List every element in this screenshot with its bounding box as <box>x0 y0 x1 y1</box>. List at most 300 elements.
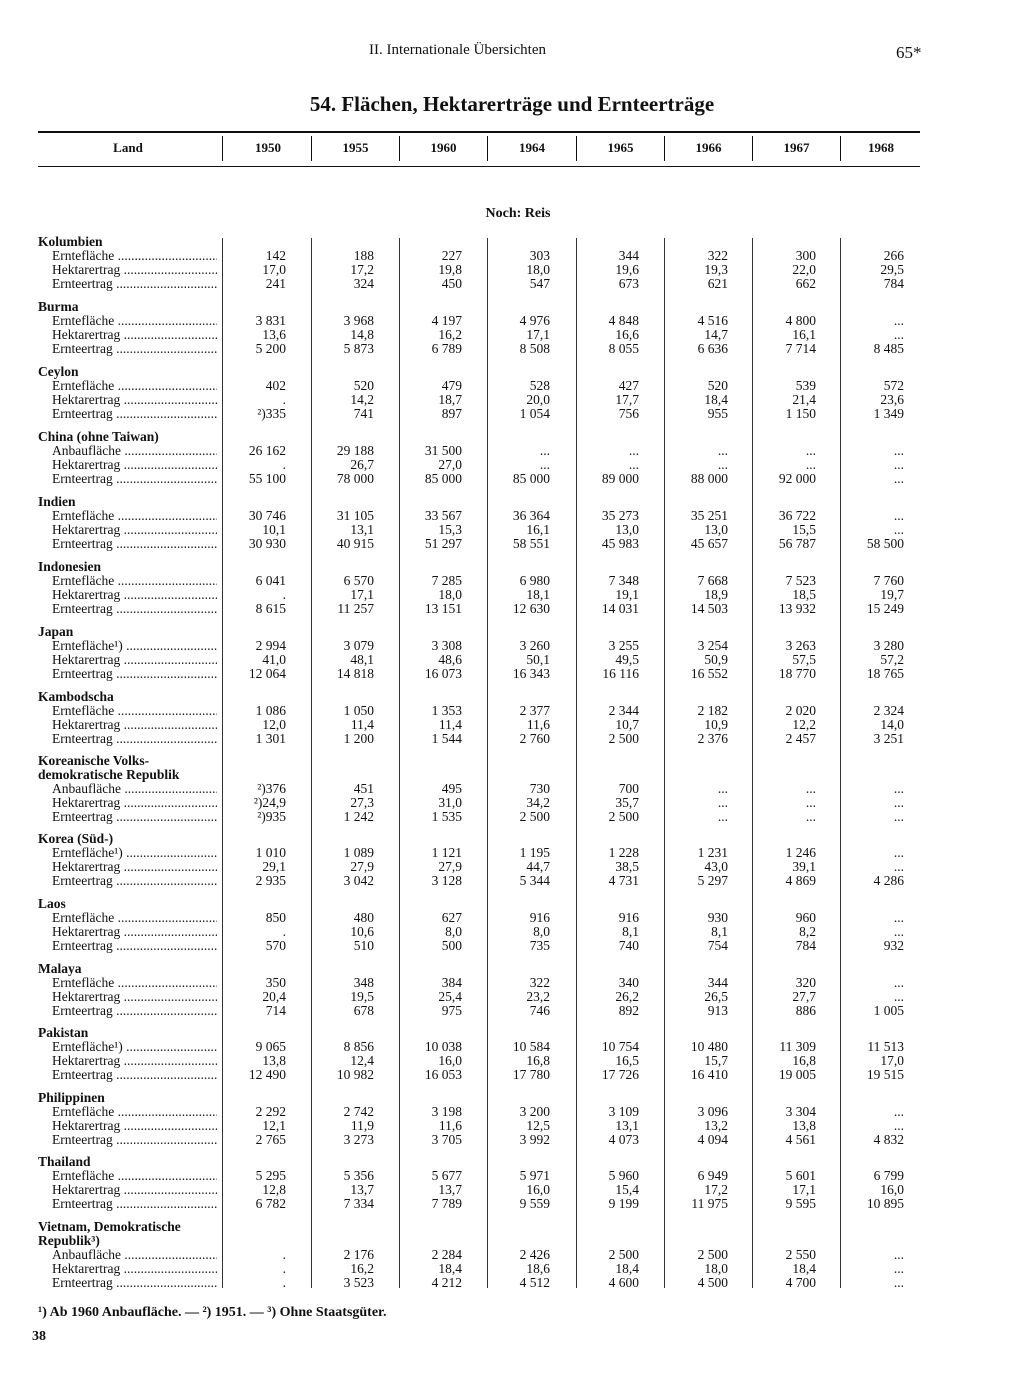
table-cell: ... <box>805 443 816 458</box>
row-label: Ernteertrag ..... <box>52 277 217 291</box>
table-cell: 5 960 <box>608 1168 639 1183</box>
table-cell: 4 512 <box>519 1275 550 1290</box>
table-cell: 7 789 <box>431 1196 462 1211</box>
table-cell: 21,4 <box>792 392 816 407</box>
table-cell: 17 726 <box>601 1067 639 1082</box>
table-cell: 15,4 <box>615 1182 639 1197</box>
table-cell: . <box>282 924 286 939</box>
table-row <box>0 718 1024 732</box>
header-bottom-rule <box>38 166 920 167</box>
table-cell: 730 <box>529 781 550 796</box>
table-cell: 300 <box>795 248 816 263</box>
table-row <box>0 1248 1024 1262</box>
table-cell: 17,2 <box>350 262 374 277</box>
table-cell: 12 064 <box>248 666 286 681</box>
row-label: Hektarertrag ..... <box>52 1183 217 1197</box>
country-name: Koreanische Volks- <box>38 753 150 768</box>
row-label: Hektarertrag ..... <box>52 1262 217 1276</box>
table-cell: 16,8 <box>526 1053 550 1068</box>
table-cell: 4 561 <box>785 1132 816 1147</box>
table-cell: 4 800 <box>785 313 816 328</box>
table-cell: 5 344 <box>519 873 550 888</box>
country-name: Laos <box>38 896 66 911</box>
country-name: Malaya <box>38 961 82 976</box>
country-name: Korea (Süd-) <box>38 831 114 846</box>
table-title: 54. Flächen, Hektarerträge und Ernteerträge <box>309 92 715 116</box>
table-cell: 11,4 <box>350 717 374 732</box>
header-separator <box>487 136 488 161</box>
column-header-1965: 1965 <box>607 140 634 155</box>
table-cell: 916 <box>529 910 550 925</box>
table-cell: 13,8 <box>262 1053 286 1068</box>
table-row <box>0 444 1024 458</box>
table-cell: 322 <box>707 248 728 263</box>
row-label: Erntefläche ..... <box>52 1105 217 1119</box>
table-cell: 19 515 <box>866 1067 904 1082</box>
table-cell: 25,4 <box>438 989 462 1004</box>
table-cell: 35,7 <box>615 795 639 810</box>
table-cell: 26 162 <box>248 443 286 458</box>
table-cell: 12,4 <box>350 1053 374 1068</box>
table-cell: 350 <box>265 975 286 990</box>
table-cell: 20,0 <box>526 392 550 407</box>
table-cell: 30 746 <box>248 508 286 523</box>
table-cell: 547 <box>529 276 550 291</box>
table-cell: ... <box>717 809 728 824</box>
table-cell: 572 <box>883 378 904 393</box>
row-label: Hektarertrag ..... <box>52 458 217 472</box>
table-cell: 10 584 <box>512 1039 550 1054</box>
table-cell: 913 <box>707 1003 728 1018</box>
table-cell: 18,4 <box>438 1261 462 1276</box>
table-cell: 18,4 <box>792 1261 816 1276</box>
table-cell: ... <box>628 443 639 458</box>
table-cell: 5 200 <box>255 341 286 356</box>
table-cell: 3 263 <box>785 638 816 653</box>
table-row <box>0 1183 1024 1197</box>
column-header-1968: 1968 <box>868 140 894 155</box>
table-cell: 746 <box>529 1003 550 1018</box>
table-cell: 2 500 <box>608 1247 639 1262</box>
table-cell: 3 200 <box>519 1104 550 1119</box>
table-cell: 27,0 <box>438 457 462 472</box>
table-cell: 16,1 <box>526 522 550 537</box>
table-row <box>0 1197 1024 1211</box>
table-cell: 16,6 <box>615 327 639 342</box>
row-label: Hektarertrag ..... <box>52 588 217 602</box>
table-cell: 714 <box>265 1003 286 1018</box>
row-label: Ernteertrag ..... <box>52 939 217 953</box>
table-cell: ... <box>893 845 904 860</box>
table-cell: 26,2 <box>615 989 639 1004</box>
table-cell: ... <box>893 989 904 1004</box>
table-cell: ... <box>539 457 550 472</box>
table-cell: 19,7 <box>880 587 904 602</box>
table-cell: 2 020 <box>785 703 816 718</box>
table-cell: 673 <box>618 276 639 291</box>
table-cell: 58 551 <box>512 536 550 551</box>
table-cell: 85 000 <box>512 471 550 486</box>
table-cell: 12,2 <box>792 717 816 732</box>
table-cell: ... <box>539 443 550 458</box>
table-cell: 2 426 <box>519 1247 550 1262</box>
table-cell: 12 490 <box>248 1067 286 1082</box>
table-cell: 26,5 <box>704 989 728 1004</box>
table-cell: 18,4 <box>615 1261 639 1276</box>
table-cell: 2 292 <box>255 1104 286 1119</box>
table-cell: 10,9 <box>704 717 728 732</box>
table-cell: 8 055 <box>608 341 639 356</box>
table-cell: 35 251 <box>690 508 728 523</box>
header-top-rule <box>38 131 920 133</box>
header-separator <box>576 136 577 161</box>
table-cell: 678 <box>353 1003 374 1018</box>
table-row <box>0 342 1024 356</box>
table-cell: 48,6 <box>438 652 462 667</box>
table-row <box>0 667 1024 681</box>
table-cell: 570 <box>265 938 286 953</box>
table-cell: 142 <box>265 248 286 263</box>
table-cell: 2 457 <box>785 731 816 746</box>
header-separator <box>840 136 841 161</box>
table-row <box>0 939 1024 953</box>
row-label: Hektarertrag ..... <box>52 653 217 667</box>
table-cell: 34,2 <box>526 795 550 810</box>
table-cell: 11,6 <box>438 1118 462 1133</box>
table-cell: ... <box>893 910 904 925</box>
table-cell: 6 949 <box>697 1168 728 1183</box>
table-cell: 5 601 <box>785 1168 816 1183</box>
row-label: Ernteertrag ..... <box>52 472 217 486</box>
table-cell: 7 523 <box>785 573 816 588</box>
table-cell: 11,6 <box>526 717 550 732</box>
table-row <box>0 1004 1024 1018</box>
table-cell: 16,2 <box>438 327 462 342</box>
row-label: Ernteertrag ..... <box>52 810 217 824</box>
table-cell: 916 <box>618 910 639 925</box>
table-cell: ... <box>805 457 816 472</box>
table-cell: 19 005 <box>778 1067 816 1082</box>
table-cell: 1 010 <box>255 845 286 860</box>
table-cell: 932 <box>883 938 904 953</box>
table-cell: 43,0 <box>704 859 728 874</box>
table-cell: 13,6 <box>262 327 286 342</box>
table-cell: 6 789 <box>431 341 462 356</box>
table-cell: 16 053 <box>424 1067 462 1082</box>
table-cell: 8,1 <box>711 924 728 939</box>
table-cell: 6 570 <box>343 573 374 588</box>
table-cell: 10,1 <box>262 522 286 537</box>
table-cell: 15 249 <box>866 601 904 616</box>
table-cell: 241 <box>265 276 286 291</box>
table-cell: 11 975 <box>691 1196 728 1211</box>
table-cell: 3 128 <box>431 873 462 888</box>
table-cell: 23,2 <box>526 989 550 1004</box>
table-cell: 500 <box>441 938 462 953</box>
table-cell: ... <box>893 471 904 486</box>
table-cell: 2 500 <box>519 809 550 824</box>
table-cell: ... <box>893 924 904 939</box>
table-cell: 520 <box>707 378 728 393</box>
table-cell: 13,7 <box>350 1182 374 1197</box>
table-cell: 3 260 <box>519 638 550 653</box>
table-cell: 27,7 <box>792 989 816 1004</box>
table-cell: 1 086 <box>255 703 286 718</box>
row-label: Ernteertrag ..... <box>52 1068 217 1082</box>
table-cell: 784 <box>795 938 816 953</box>
table-cell: 1 121 <box>431 845 462 860</box>
table-cell: 4 212 <box>431 1275 462 1290</box>
table-cell: 6 782 <box>255 1196 286 1211</box>
table-cell: 14,8 <box>350 327 374 342</box>
table-cell: . <box>282 457 286 472</box>
table-cell: 3 079 <box>343 638 374 653</box>
table-row <box>0 588 1024 602</box>
table-cell: 8 485 <box>873 341 904 356</box>
table-cell: 16,8 <box>792 1053 816 1068</box>
table-cell: 88 000 <box>690 471 728 486</box>
table-cell: 8,2 <box>799 924 816 939</box>
footnote: ¹) Ab 1960 Anbaufläche. — ²) 1951. — ³) Ohne Staatsgüter. <box>38 1305 387 1320</box>
table-cell: 756 <box>618 406 639 421</box>
table-row <box>0 379 1024 393</box>
table-cell: 479 <box>441 378 462 393</box>
table-cell: 7 714 <box>785 341 816 356</box>
table-cell: ... <box>893 522 904 537</box>
table-cell: 16 410 <box>690 1067 728 1082</box>
table-cell: 10,7 <box>615 717 639 732</box>
table-cell: 1 200 <box>343 731 374 746</box>
table-cell: 784 <box>883 276 904 291</box>
row-label: Erntefläche ..... <box>52 704 217 718</box>
table-row <box>0 639 1024 653</box>
table-cell: . <box>282 1261 286 1276</box>
table-cell: ²)935 <box>257 809 286 824</box>
table-row <box>0 1133 1024 1147</box>
table-cell: 13,0 <box>704 522 728 537</box>
table-cell: 11,4 <box>438 717 462 732</box>
table-cell: 18,4 <box>704 392 728 407</box>
table-cell: 8,0 <box>533 924 550 939</box>
table-cell: 1 005 <box>873 1003 904 1018</box>
table-cell: 48,1 <box>350 652 374 667</box>
table-cell: 18,9 <box>704 587 728 602</box>
table-cell: 13,7 <box>438 1182 462 1197</box>
table-cell: 13,0 <box>615 522 639 537</box>
table-cell: 4 731 <box>608 873 639 888</box>
table-row <box>0 458 1024 472</box>
table-cell: 4 500 <box>697 1275 728 1290</box>
table-cell: 3 280 <box>873 638 904 653</box>
table-cell: 30 930 <box>248 536 286 551</box>
table-cell: 520 <box>353 378 374 393</box>
row-label: Hektarertrag ..... <box>52 860 217 874</box>
row-label: Ernteertrag ..... <box>52 407 217 421</box>
table-cell: 8 856 <box>343 1039 374 1054</box>
table-cell: 17,7 <box>615 392 639 407</box>
table-cell: . <box>282 392 286 407</box>
table-cell: 15,5 <box>792 522 816 537</box>
table-cell: 2 324 <box>873 703 904 718</box>
table-cell: 6 980 <box>519 573 550 588</box>
table-row <box>0 990 1024 1004</box>
table-cell: 18,5 <box>792 587 816 602</box>
table-cell: 13,8 <box>792 1118 816 1133</box>
table-cell: 3 198 <box>431 1104 462 1119</box>
table-cell: 227 <box>441 248 462 263</box>
table-cell: ... <box>717 795 728 810</box>
row-label: Ernteertrag ..... <box>52 1133 217 1147</box>
table-cell: 18,0 <box>438 587 462 602</box>
table-cell: 18,7 <box>438 392 462 407</box>
table-cell: 1 535 <box>431 809 462 824</box>
row-label: Ernteertrag ..... <box>52 667 217 681</box>
table-cell: 850 <box>265 910 286 925</box>
table-cell: 324 <box>353 276 374 291</box>
table-cell: 303 <box>529 248 550 263</box>
row-label: Hektarertrag ..... <box>52 393 217 407</box>
table-row <box>0 407 1024 421</box>
table-cell: 36 364 <box>512 508 550 523</box>
table-cell: 2 500 <box>608 731 639 746</box>
table-cell: 2 344 <box>608 703 639 718</box>
table-cell: 40 915 <box>336 536 374 551</box>
row-label: Hektarertrag ..... <box>52 263 217 277</box>
table-cell: 5 295 <box>255 1168 286 1183</box>
table-cell: 19,8 <box>438 262 462 277</box>
row-label: Ernteertrag ..... <box>52 1004 217 1018</box>
table-cell: 16,5 <box>615 1053 639 1068</box>
table-cell: 1 050 <box>343 703 374 718</box>
table-cell: 17,1 <box>526 327 550 342</box>
table-cell: 85 000 <box>424 471 462 486</box>
table-cell: 2 182 <box>697 703 728 718</box>
table-row <box>0 328 1024 342</box>
table-cell: 14 818 <box>336 666 374 681</box>
table-cell: ... <box>893 1104 904 1119</box>
table-cell: 960 <box>795 910 816 925</box>
row-label: Ernteertrag ..... <box>52 1276 217 1290</box>
table-cell: 4 700 <box>785 1275 816 1290</box>
row-label: Hektarertrag ..... <box>52 328 217 342</box>
table-cell: ... <box>893 327 904 342</box>
table-cell: 31,0 <box>438 795 462 810</box>
table-cell: 27,3 <box>350 795 374 810</box>
table-cell: 4 976 <box>519 313 550 328</box>
table-cell: 3 042 <box>343 873 374 888</box>
row-label: Hektarertrag ..... <box>52 925 217 939</box>
table-cell: 17,1 <box>350 587 374 602</box>
table-cell: 56 787 <box>778 536 816 551</box>
table-row <box>0 653 1024 667</box>
table-cell: 4 832 <box>873 1132 904 1147</box>
row-label: Erntefläche ..... <box>52 379 217 393</box>
table-cell: 51 297 <box>424 536 462 551</box>
table-cell: 10 038 <box>424 1039 462 1054</box>
row-label: Hektarertrag ..... <box>52 718 217 732</box>
page-number: 65* <box>896 43 922 62</box>
table-cell: 12,0 <box>262 717 286 732</box>
running-header: II. Internationale Übersichten <box>369 42 547 58</box>
table-row <box>0 393 1024 407</box>
country-name: Kolumbien <box>38 234 103 249</box>
table-row <box>0 796 1024 810</box>
table-cell: 11,9 <box>350 1118 374 1133</box>
table-cell: 3 992 <box>519 1132 550 1147</box>
table-cell: 57,2 <box>880 652 904 667</box>
table-cell: 15,3 <box>438 522 462 537</box>
table-cell: 2 284 <box>431 1247 462 1262</box>
table-cell: 16 552 <box>690 666 728 681</box>
country-name: Indien <box>38 494 76 509</box>
table-cell: 14,2 <box>350 392 374 407</box>
table-cell: 19,3 <box>704 262 728 277</box>
table-cell: 36 722 <box>778 508 816 523</box>
table-row <box>0 1262 1024 1276</box>
table-cell: 2 376 <box>697 731 728 746</box>
table-cell: 18 765 <box>866 666 904 681</box>
table-cell: 41,0 <box>262 652 286 667</box>
table-cell: 1 089 <box>343 845 374 860</box>
table-cell: 740 <box>618 938 639 953</box>
table-cell: 4 848 <box>608 313 639 328</box>
table-row <box>0 860 1024 874</box>
table-cell: 16,1 <box>792 327 816 342</box>
table-cell: 1 231 <box>697 845 728 860</box>
table-cell: 4 869 <box>785 873 816 888</box>
table-cell: 9 199 <box>608 1196 639 1211</box>
table-cell: 5 677 <box>431 1168 462 1183</box>
table-cell: ... <box>717 457 728 472</box>
table-cell: 18,0 <box>704 1261 728 1276</box>
country-name: Burma <box>38 299 79 314</box>
row-label: Anbaufläche ..... <box>52 444 217 458</box>
table-cell: 17,0 <box>880 1053 904 1068</box>
country-name: Republik³) <box>38 1233 100 1248</box>
row-label: Hektarertrag ..... <box>52 523 217 537</box>
table-cell: 29,1 <box>262 859 286 874</box>
country-name: Vietnam, Demokratische <box>38 1219 181 1234</box>
table-cell: 3 251 <box>873 731 904 746</box>
table-cell: ... <box>893 443 904 458</box>
table-cell: 897 <box>441 406 462 421</box>
column-header-land: Land <box>113 140 143 155</box>
table-cell: 735 <box>529 938 550 953</box>
table-cell: 9 559 <box>519 1196 550 1211</box>
table-cell: 16 073 <box>424 666 462 681</box>
table-cell: 7 334 <box>343 1196 374 1211</box>
table-cell: 17,2 <box>704 1182 728 1197</box>
column-header-1950: 1950 <box>255 140 281 155</box>
table-cell: 31 500 <box>424 443 462 458</box>
table-cell: ... <box>893 975 904 990</box>
table-cell: ... <box>893 1275 904 1290</box>
table-cell: 19,5 <box>350 989 374 1004</box>
table-cell: ... <box>893 457 904 472</box>
row-label: Hektarertrag ..... <box>52 1119 217 1133</box>
table-cell: 29,5 <box>880 262 904 277</box>
table-cell: 266 <box>883 248 904 263</box>
table-cell: 955 <box>707 406 728 421</box>
country-name: Indonesien <box>38 559 102 574</box>
column-header-1967: 1967 <box>783 140 810 155</box>
table-cell: 2 994 <box>255 638 286 653</box>
table-cell: 892 <box>618 1003 639 1018</box>
table-cell: 621 <box>707 276 728 291</box>
table-cell: 451 <box>353 781 374 796</box>
table-cell: 22,0 <box>792 262 816 277</box>
table-cell: 480 <box>353 910 374 925</box>
